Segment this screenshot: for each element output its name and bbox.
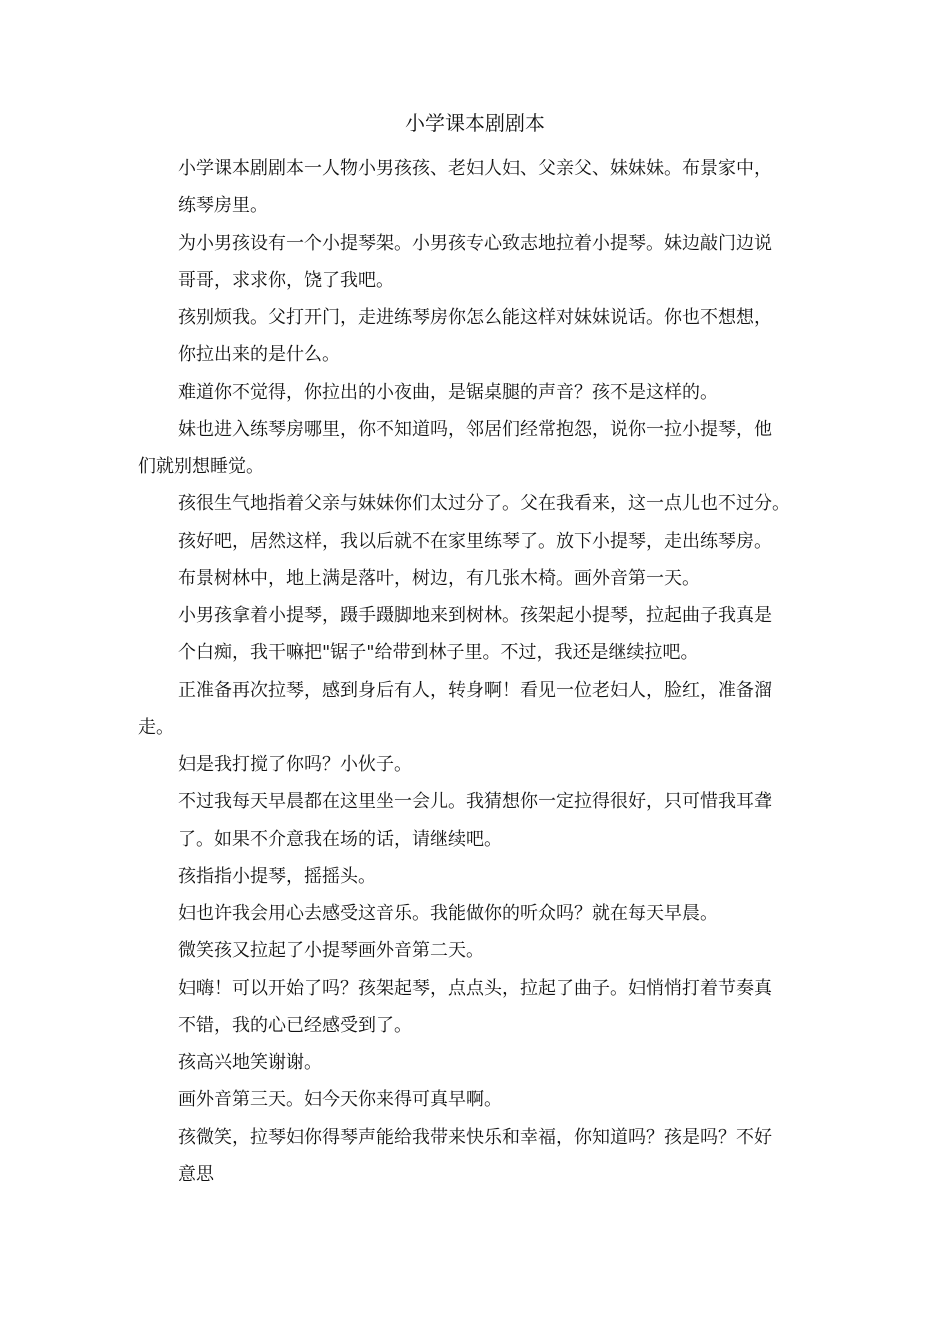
text-line: 练琴房里。 xyxy=(178,195,268,216)
text-line: 走。 xyxy=(138,717,174,738)
text-line: 孩好吧，居然这样，我以后就不在家里练琴了。放下小提琴，走出练琴房。 xyxy=(178,531,772,552)
text-line: 不过我每天早晨都在这里坐一会儿。我猜想你一定拉得很好，只可惜我耳聋 xyxy=(178,791,772,812)
text-line: 难道你不觉得，你拉出的小夜曲，是锯桌腿的声音？孩不是这样的。 xyxy=(178,382,718,403)
text-line: 正准备再次拉琴，感到身后有人，转身啊！看见一位老妇人，脸红，准备溜 xyxy=(178,680,772,701)
text-line: 微笑孩又拉起了小提琴画外音第二天。 xyxy=(178,940,484,961)
text-line: 你拉出来的是什么。 xyxy=(178,344,340,365)
text-line: 们就别想睡觉。 xyxy=(138,456,264,477)
text-line: 孩很生气地指着父亲与妹妹你们太过分了。父在我看来，这一点儿也不过分。 xyxy=(178,493,790,514)
document-title: 小学课本剧剧本 xyxy=(405,111,545,135)
text-line: 孩高兴地笑谢谢。 xyxy=(178,1052,322,1073)
text-line: 妇也许我会用心去感受这音乐。我能做你的听众吗？就在每天早晨。 xyxy=(178,903,718,924)
text-line: 布景树林中，地上满是落叶，树边，有几张木椅。画外音第一天。 xyxy=(178,568,700,589)
text-line: 妹也进入练琴房哪里，你不知道吗，邻居们经常抱怨，说你一拉小提琴，他 xyxy=(178,419,772,440)
text-line: 为小男孩设有一个小提琴架。小男孩专心致志地拉着小提琴。妹边敲门边说 xyxy=(178,233,772,254)
text-line: 孩别烦我。父打开门，走进练琴房你怎么能这样对妹妹说话。你也不想想， xyxy=(178,307,772,328)
text-line: 哥哥，求求你，饶了我吧。 xyxy=(178,270,394,291)
text-line: 妇是我打搅了你吗？小伙子。 xyxy=(178,754,412,775)
text-line: 小学课本剧剧本一人物小男孩孩、老妇人妇、父亲父、妹妹妹。布景家中， xyxy=(178,158,772,179)
text-line: 个白痴，我干嘛把"锯子"给带到林子里。不过，我还是继续拉吧。 xyxy=(178,642,699,663)
text-line: 妇嗨！可以开始了吗？孩架起琴，点点头，拉起了曲子。妇悄悄打着节奏真 xyxy=(178,978,772,999)
text-line: 画外音第三天。妇今天你来得可真早啊。 xyxy=(178,1089,502,1110)
text-line: 小男孩拿着小提琴，蹑手蹑脚地来到树林。孩架起小提琴，拉起曲子我真是 xyxy=(178,605,772,626)
text-line: 孩微笑，拉琴妇你得琴声能给我带来快乐和幸福，你知道吗？孩是吗？不好 xyxy=(178,1127,772,1148)
text-line: 了。如果不介意我在场的话，请继续吧。 xyxy=(178,829,502,850)
text-line: 意思 xyxy=(178,1164,214,1185)
text-line: 孩指指小提琴，摇摇头。 xyxy=(178,866,376,887)
text-line: 不错，我的心已经感受到了。 xyxy=(178,1015,412,1036)
